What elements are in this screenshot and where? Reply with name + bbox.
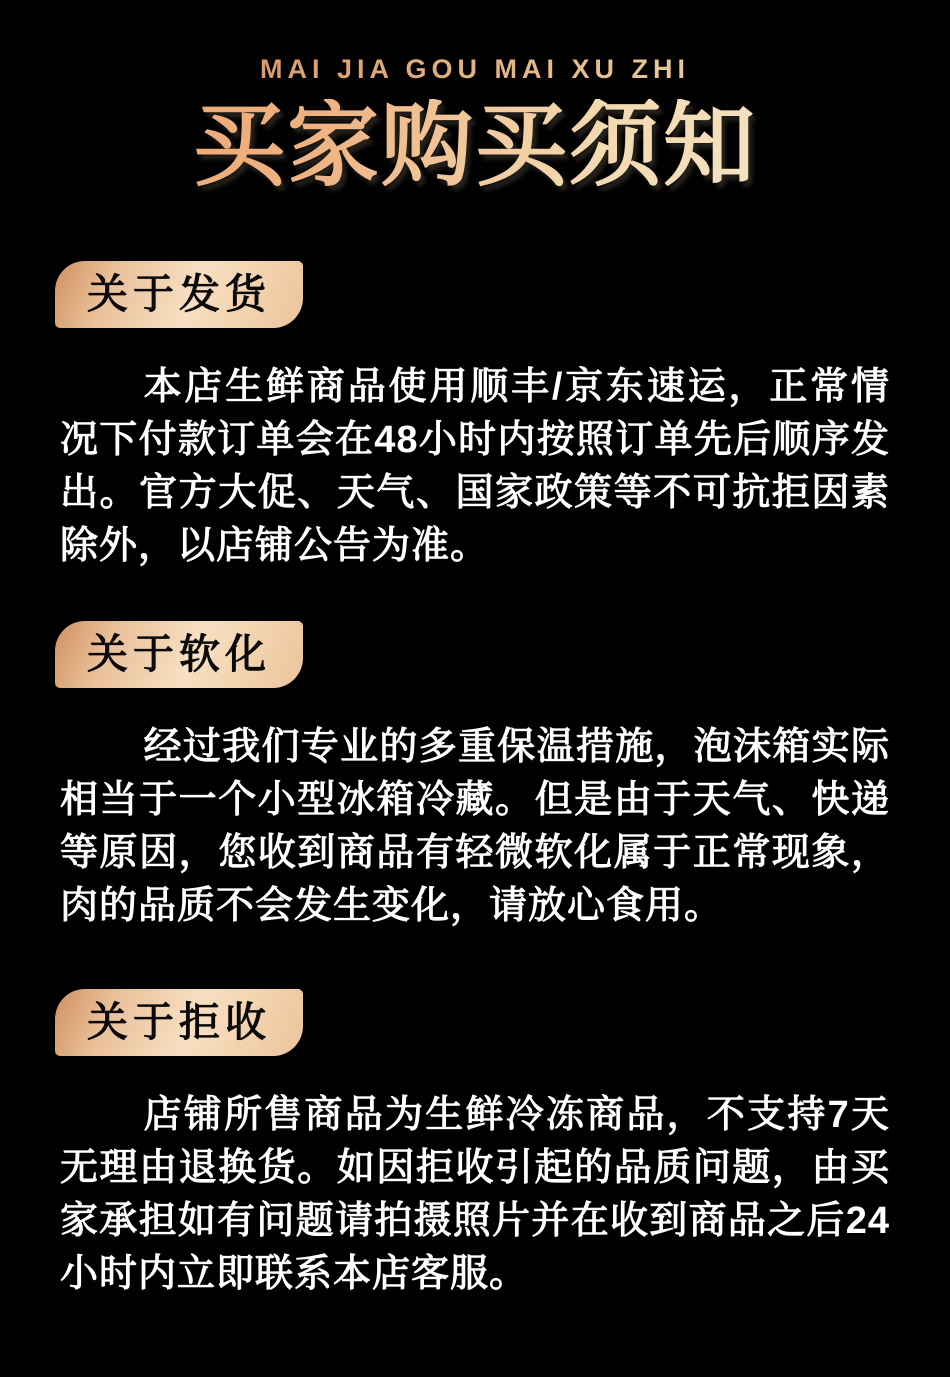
section-shipping [0,261,950,573]
section-heading-rejection: 关于拒收 [55,989,303,1056]
pinyin-subtitle: MAI JIA GOU MAI XU ZHI [259,54,690,84]
page-header [0,0,950,195]
section-heading-softening: 关于软化 [55,621,303,688]
page-title: 买家购买须知 [0,99,950,195]
section-softening [0,621,950,933]
section-body-softening: 经过我们专业的多重保温措施，泡沫箱实际相当于一个小型冰箱冷藏。但是由于天气、快递等原因，您收到商品有轻微软化属于正常现象，肉的品质不会发生变化，请放心食用。 [60,725,890,927]
section-body-rejection: 店铺所售商品为生鲜冷冻商品，不支持7天无理由退换货。如因拒收引起的品质问题，由买家承担如有问题请拍摄照片并在收到商品之后24小时内立即联系本店客服。 [60,1093,890,1295]
section-heading-shipping: 关于发货 [55,261,303,328]
section-body-shipping: 本店生鲜商品使用顺丰/京东速运，正常情况下付款订单会在48小时内按照订单先后顺序发出。官方大促、天气、国家政策等不可抗拒因素除外，以店铺公告为准。 [60,365,890,567]
section-rejection [0,989,950,1301]
